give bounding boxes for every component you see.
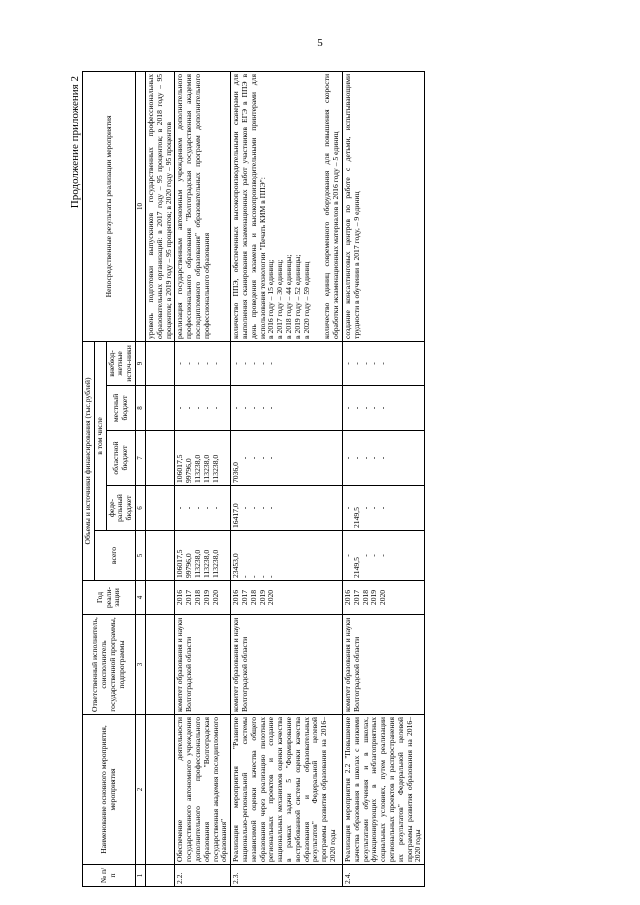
header-name: Наименование основного мероприятия, мероприятия (83, 715, 136, 865)
table-row (175, 71, 231, 886)
extra-cell: - - - - - (231, 341, 343, 385)
col-number: 3 (135, 615, 145, 715)
header-extra: внебюд-жетные источ-ники (106, 341, 135, 385)
federal-cell: - - - - - (175, 486, 231, 531)
executor: комитет образования и науки Волгоградской области (342, 615, 424, 715)
col-number: 8 (135, 386, 145, 431)
col-number: 4 (135, 581, 145, 615)
regional-cell: 7036,0 - - - - (231, 431, 343, 486)
header-year: Год реали-зации (83, 581, 136, 615)
header-num: № п/п (83, 865, 136, 887)
result-extra: количество единиц современного оборудования для повышения скорости обработки экзаменационных материалов в 2016 году – 5 единиц (322, 73, 341, 339)
header-regional: областной бюджет (106, 431, 135, 486)
federal-cell: 16417,0 - - - - (231, 486, 343, 531)
column-numbers-row (135, 71, 145, 886)
years-cell: 2016 2017 2018 2019 2020 (231, 581, 343, 615)
local-cell: - - - - - (342, 386, 424, 431)
result-text: количество ППЭ, обеспеченных высокопроизводительными сканерами для выполнения сканирования экзаменационных работ участников ЕГЭ в ППЭ в день проведения экзамена и высокопроизводительными принтерами для использования технологии "Печать КИМ в ППЭ": (231, 73, 267, 339)
regional-cell: - - - - - (342, 431, 424, 486)
regional-cell: 106017,5 99796,0 113238,0 113238,0 113238,0 (175, 431, 231, 486)
header-including: в том числе (94, 341, 106, 530)
result-line: в 2017 году – 30 единиц; (275, 259, 285, 339)
result-cell: уровень подготовки выпускников государственных профессиональных образовательных организаций: в 2017 году – 95 процентов; в 2018 году – 95 процентов; в 2019 году – 95 процентов; в 2020 году – 95 процентов (145, 71, 174, 341)
local-cell: - - - - - (175, 386, 231, 431)
header-funding: Объемы и источники финансирования (тыс.рублей) (83, 341, 95, 580)
result-cell (231, 71, 343, 341)
total-cell: - 2149,5 - - - (342, 531, 424, 581)
program-table (82, 71, 425, 887)
measure-name: Реализация мероприятия "Развитие национально-региональной системы независимой оценки качества общего образования через реализацию пилотных региональных проектов и создание национальных механизмов оценки качества в рамках задачи 5 "Формирование востребованной системы оценки качества образования и образовательных результатов" Федеральной целевой программы развития образования на 2016–2020 годы (231, 715, 343, 865)
row-number: 2.3. (231, 865, 343, 887)
years-cell: 2016 2017 2018 2019 2020 (342, 581, 424, 615)
row-number: 2.4. (342, 865, 424, 887)
col-number: 9 (135, 341, 145, 385)
table-row (342, 71, 424, 886)
years-cell: 2016 2017 2018 2019 2020 (175, 581, 231, 615)
total-cell: 23453,0 - - - - (231, 531, 343, 581)
measure-name: Обеспечение деятельности государственного автономного учреждения дополнительного профессионального образования "Волгоградская государственная академия последипломного образования" (175, 715, 231, 865)
result-line: в 2019 году – 52 единицы; (292, 254, 302, 339)
executor: комитет образования и науки Волгоградской области (231, 615, 343, 715)
header-executor: Ответственный исполнитель, соисполнитель государственной программы, подпрограммы (83, 615, 136, 715)
extra-cell: - - - - - (342, 341, 424, 385)
measure-name: Реализация мероприятия 2.2 "Повышение качества образования в школах с низкими результатами обучения и в школах, функционирующих в неблагоприятных социальных условиях, путем реализации региональных проектов и распространения их результатов" Федеральной целевой программы развития образования на 2016–2020 годы (342, 715, 424, 865)
federal-cell: - 2149,5 - - - (342, 486, 424, 531)
result-line: в 2020 году – 59 единиц (301, 261, 311, 339)
col-number: 5 (135, 531, 145, 581)
continuation-label: Продолжение приложения 2 (69, 76, 81, 209)
row-number: 2.2. (175, 865, 231, 887)
header-result: Непосредственные результаты реализации мероприятия (83, 71, 136, 341)
result-line: в 2016 году – 15 единиц; (266, 259, 276, 339)
result-line: в 2018 году – 44 единицы; (283, 254, 293, 339)
executor: комитет образования и науки Волгоградской области (175, 615, 231, 715)
col-number: 7 (135, 431, 145, 486)
table-row-continuation (145, 71, 174, 886)
total-cell: 106017,5 99796,0 113238,0 113238,0 113238,0 (175, 531, 231, 581)
col-number: 6 (135, 486, 145, 531)
result-cell: реализация государственным автономным учреждением дополнительного профессионального образования "Волгоградская государственная академия последипломного образования" образовательных программ дополнительного профессионального образования (175, 71, 231, 341)
col-number: 10 (135, 71, 145, 341)
header-total: всего (94, 531, 135, 581)
rotated-page (68, 72, 596, 887)
col-number: 1 (135, 865, 145, 887)
col-number: 2 (135, 715, 145, 865)
extra-cell: - - - - - (175, 341, 231, 385)
local-cell: - - - - - (231, 386, 343, 431)
result-cell: создание консалтинговых центров по работе с детьми, испытывающими трудности в обучении в 2017 году, – 9 единиц (342, 71, 424, 341)
header-federal: феде-ральный бюджет (106, 486, 135, 531)
page-number: 5 (317, 37, 323, 49)
header-local: местный бюджет (106, 386, 135, 431)
table-row (231, 71, 343, 886)
